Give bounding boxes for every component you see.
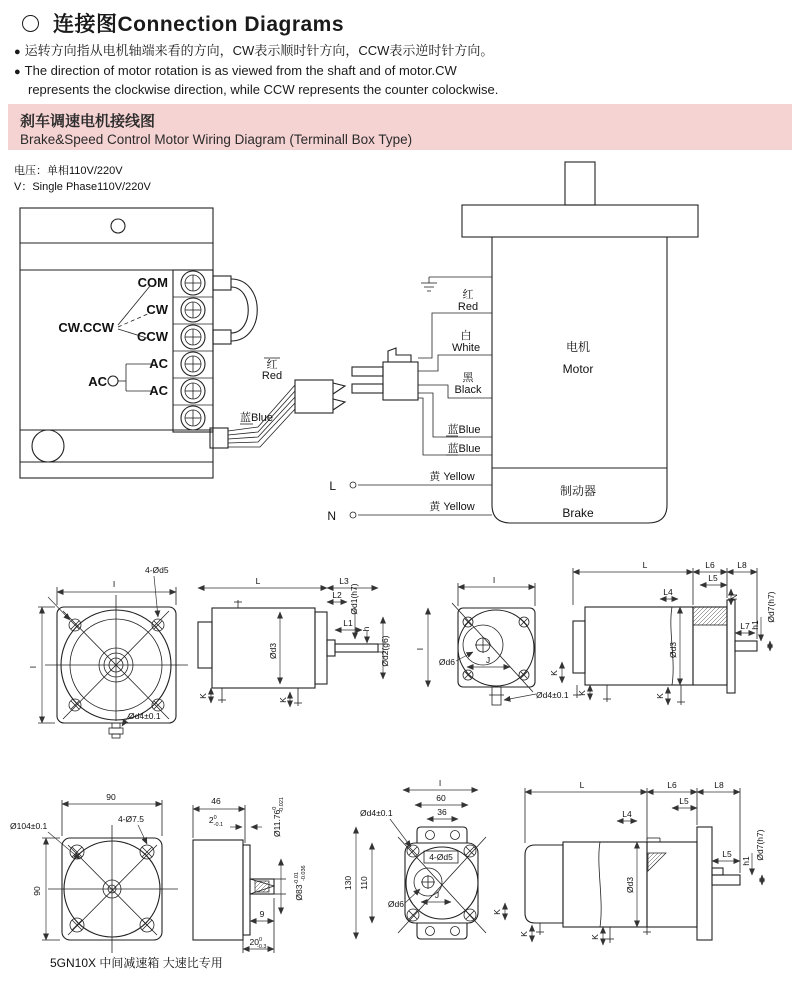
dim-d1: Ød1(h7): [349, 583, 359, 615]
dim-L5: L5: [708, 573, 718, 583]
brake-label-zh: 制动器: [559, 484, 597, 498]
dim-d7: Ød7(h7): [766, 591, 776, 623]
line-l-label: L: [329, 479, 336, 493]
lead-blue2: 蓝Blue: [447, 443, 481, 455]
terminal-label-ccw: CCW: [136, 329, 168, 344]
dim-K: K: [590, 934, 600, 940]
lead-black-en: Black: [454, 384, 482, 396]
bullet-dot-icon: ●: [14, 46, 21, 58]
motor-label-en: Motor: [562, 362, 594, 376]
dim-d4: Ød4±0.1: [536, 690, 569, 700]
lead-yellow2: 黄 Yellow: [429, 501, 475, 513]
dim-4d5: 4-Ød5: [145, 565, 169, 575]
dim-d3: Ød3: [268, 642, 278, 660]
note-en: [14, 62, 498, 100]
lead-white-zh: 白: [460, 330, 472, 342]
lead-yellow1: 黄 Yellow: [429, 471, 475, 483]
dim-d3: Ød3: [668, 641, 678, 659]
dim-K: K: [549, 670, 559, 676]
voltage-en: V：Single Phase110V/220V: [14, 180, 151, 193]
dim-I-left: I: [28, 665, 38, 669]
dim-J: J: [434, 890, 440, 900]
dim-90-left: 90: [32, 886, 42, 896]
dim-L5: L5: [679, 796, 689, 806]
wiring-diagram: [0, 155, 800, 555]
note-zh: [14, 42, 493, 61]
drawing-motor-side: [198, 576, 390, 707]
dim-d2: Ød2(g6): [380, 635, 390, 667]
drawing-brake-gearmotor-side: [492, 780, 765, 945]
terminal-label-com: COM: [137, 275, 168, 290]
dim-60: 60: [436, 793, 446, 803]
dim-110: 110: [359, 876, 369, 890]
dim-K: K: [492, 909, 502, 915]
dimension-drawings-row2: [0, 775, 800, 985]
dim-h: h: [361, 626, 371, 632]
section-banner: [8, 104, 792, 150]
dim-N: N: [729, 593, 739, 601]
dim-90-top: 90: [106, 792, 116, 802]
banner-title-zh: 刹车调速电机接线图: [20, 113, 156, 130]
note-en-line1: The direction of motor rotation is as viewed from the shaft and of motor.CW: [24, 63, 457, 78]
dim-9: 9: [259, 909, 265, 919]
drawing-brake-flange-front: [343, 778, 486, 939]
wire-label-red-zh: 红: [266, 359, 278, 371]
dim-1176-tol: Ø11.76$^0$-0.021: [272, 797, 285, 837]
lead-black-zh: 黑: [462, 372, 474, 384]
dim-d6: Ød6: [438, 657, 455, 667]
line-n-label: N: [327, 509, 336, 523]
dim-2-tol: $2^0$ -0.1: [208, 815, 224, 828]
dim-L2: L2: [332, 590, 342, 600]
dim-I-left: I: [415, 647, 425, 651]
dim-K: K: [519, 931, 529, 937]
dim-L3: L3: [339, 576, 349, 586]
dim-I-top: I: [438, 778, 442, 788]
dim-L7: L7: [740, 621, 750, 631]
dim-205-tol: $20^0$ -0.3: [249, 937, 267, 950]
dim-K: K: [278, 697, 288, 703]
lead-red-zh: 红: [462, 289, 474, 301]
dim-L5: L5: [722, 849, 732, 859]
terminal-screws: [181, 271, 205, 430]
wire-label-blue: 蓝Blue: [240, 412, 274, 424]
dim-36: 36: [437, 807, 447, 817]
drawing-gearbox-side: [193, 796, 307, 953]
banner-title-en: Brake&Speed Control Motor Wiring Diagram (Terminall Box Type): [20, 132, 413, 147]
dim-I-top: I: [492, 575, 496, 585]
dim-L4: L4: [622, 809, 632, 819]
dim-I-top: I: [112, 579, 116, 589]
lead-white-en: White: [451, 342, 481, 354]
ac-source-label: AC: [88, 374, 107, 389]
dim-d3: Ød3: [625, 876, 635, 894]
circle-bullet-icon: [22, 15, 39, 32]
dim-J: J: [485, 655, 491, 665]
note-en-line2: represents the clockwise direction, while CCW represents the counter colockwise.: [28, 81, 499, 97]
terminal-label-cw: CW: [146, 302, 168, 317]
page-title: 连接图Connection Diagrams: [53, 13, 345, 36]
dim-L6: L6: [667, 780, 677, 790]
drawing-motor-front: [28, 565, 188, 738]
dim-L6: L6: [705, 560, 715, 570]
connector-male: [352, 348, 418, 400]
dim-K: K: [198, 693, 208, 699]
terminal-label-ac1: AC: [149, 356, 168, 371]
dim-104: Ø104±0.1: [10, 821, 48, 831]
page-header: [22, 8, 344, 38]
dim-L8: L8: [714, 780, 724, 790]
dim-K: K: [655, 693, 665, 699]
drawing-gearmotor-side: [549, 560, 776, 705]
brake-label-en: Brake: [562, 506, 594, 520]
dim-d6: Ød6: [387, 899, 404, 909]
dim-46: 46: [211, 796, 221, 806]
dim-h1: h1: [750, 620, 760, 630]
dim-L1: L1: [343, 618, 353, 628]
jumper-wire: [213, 276, 257, 344]
lead-red-en: Red: [457, 301, 479, 313]
connector-female: [295, 380, 345, 413]
cwccw-label: CW.CCW: [58, 320, 114, 335]
note-zh-text: 运转方向指从电机轴端来看的方向，CW表示顺时针方向，CCW表示逆时针方向。: [24, 43, 494, 58]
dim-L: L: [255, 576, 261, 586]
lead-blue1: 蓝Blue: [447, 424, 481, 436]
dim-K: K: [577, 690, 587, 696]
voltage-zh: 电压：单相110V/220V: [14, 165, 123, 177]
dim-d4: Ød4±0.1: [128, 711, 161, 721]
drawing-flange-90: [10, 792, 178, 953]
dim-L: L: [579, 780, 585, 790]
dim-d7: Ød7(h7): [755, 829, 765, 861]
dimension-drawings-row1: [0, 555, 800, 750]
dim-130: 130: [343, 875, 353, 891]
caption: 5GN10X 中间减速箱 大速比专用: [50, 956, 223, 970]
dim-h1: h1: [741, 856, 751, 866]
dim-L: L: [642, 560, 648, 570]
dim-d4: Ød4±0.1: [360, 808, 393, 818]
dim-475: 4-Ø7.5: [118, 814, 144, 824]
dim-83-tol: $Ø83^{-0.01}-0.036$: [294, 865, 307, 901]
bullet-dot-icon: ●: [14, 66, 21, 78]
dim-L8: L8: [737, 560, 747, 570]
wire-label-red-en: Red: [261, 370, 283, 382]
dim-4d5: 4-Ød5: [429, 852, 453, 862]
drawing-gearbox-front: [415, 575, 569, 705]
motor-label-zh: 电机: [565, 340, 591, 354]
controller-box: [20, 208, 257, 478]
dim-L4: L4: [663, 587, 673, 597]
terminal-label-ac2: AC: [149, 383, 168, 398]
